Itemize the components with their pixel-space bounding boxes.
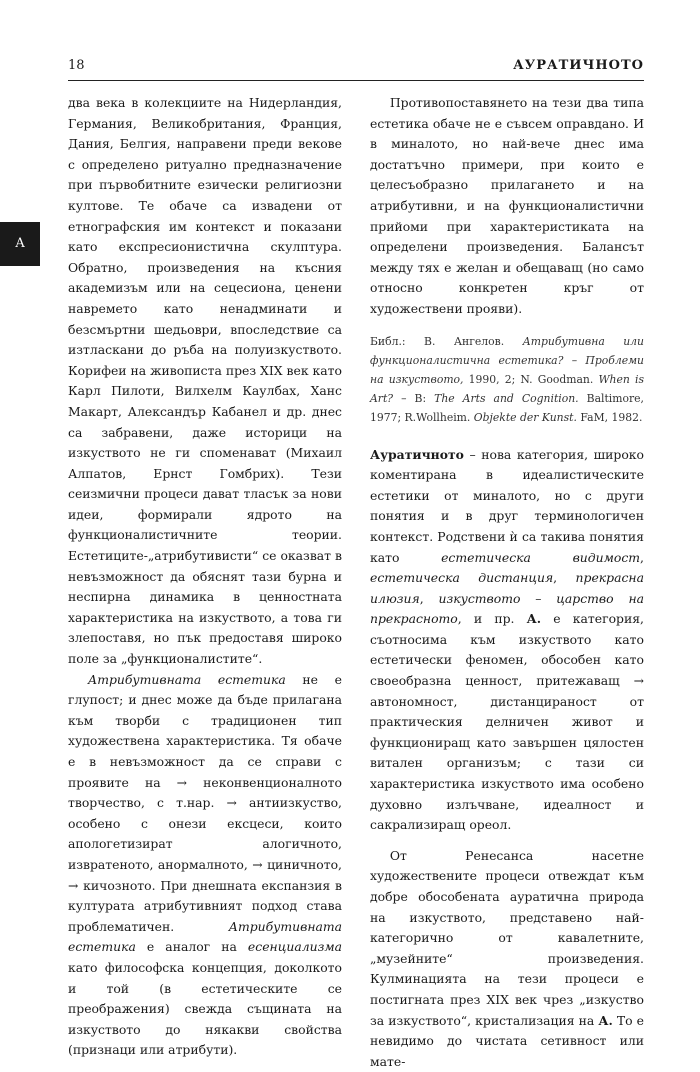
term-italic: Атрибутивната естетика	[68, 918, 342, 955]
entry-headword: Ауратичното	[370, 446, 464, 462]
text-run: – В:	[393, 391, 435, 405]
term-italic: есенциализма	[247, 939, 342, 955]
left-column	[68, 93, 342, 1061]
entry-auratic	[370, 445, 644, 836]
text-run: Библ.: В. Ангелов.	[370, 334, 523, 348]
term-italic: естетическа видимост	[441, 549, 641, 565]
term-italic: Атрибутивната естетика	[87, 671, 286, 687]
abbrev-bold: А.	[526, 611, 542, 627]
text-run: , и пр.	[457, 611, 527, 627]
running-title: АУРАТИЧНОТО	[513, 58, 644, 73]
right-paragraph-1: Противопоставянето на тези два типа естетика обаче не е съвсем оправдано. И в миналото, но най-вече днес има достатъчно примери, при които е целесъобразно прилагането и на атрибутивни, и на функционалистични прийоми при характеристиката на определени произведения. Балансът между тях е желан и обещаващ (но само относно конкретен кръг от художествени прояви).	[370, 95, 644, 316]
text-run: Baltimore, 1977; R.Wollheim.	[370, 391, 644, 424]
text-run: е категория, съотносима към изкуството като естетически феномен, обособен като своеобразна ценност, притежаващ → автономност, дистанцираност от практическия делничен живот и функциониращ като завършен цялостен витален организъм; с тази си характеристика изкуството има особено духовно излъчване, идеалност и сакрализиращ ореол.	[370, 611, 644, 833]
text-run: е аналог на	[135, 939, 248, 955]
text-run: – нова категория, широко коментирана в идеалистическите естетики от миналото, но с други понятия и в друг терминологичен контекст. Родствени ѝ са такива понятия като	[370, 446, 644, 565]
title-italic: The Arts and Cognition.	[434, 391, 579, 405]
right-paragraph-3	[370, 846, 644, 1072]
title-italic: When is Art?	[370, 372, 644, 405]
abbrev-bold: А.	[598, 1012, 613, 1028]
bibliography	[370, 332, 644, 427]
text-run: От Ренесанса насетне художествените процеси отвеждат към добре обособената ауратична природа на изкуството, представено най-категорично от кавалетните, „музейните“ произведения. Кулминацията на тези процеси е постигната през XIX век чрез „изкуство за изкуството“, кристализация на	[370, 847, 644, 1028]
text-run: като философска концепция, доколкото и той (в естетическите се преображения) свежда същината на изкуството до някакви свойства (признаци или атрибути).	[68, 959, 342, 1058]
right-column	[370, 93, 644, 1072]
page-header	[68, 58, 644, 78]
text-run: ,	[553, 570, 576, 586]
text-run: ,	[640, 549, 644, 565]
page-number: 18	[68, 58, 85, 73]
header-rule	[68, 80, 644, 81]
title-italic: Атрибутивна или функционалистична естетика? – Проблеми на изкуството,	[370, 334, 644, 386]
left-paragraph-1: два века в колекциите на Нидерландия, Германия, Великобритания, Франция, Дания, Белгия, направени преди векове с определено ритуално предназначение при първобитните езически религиозни култове. Те обаче са извадени от етнографския им контекст и показани като експресионистична скулптура. Обратно, произведения на късния академизъм или на сецесиона, ценени навремето като ненадминати и безсмъртни шедьоври, впоследствие са изтласкани до ръба на полуизкуството. Корифеи на живописта през XIX век като Карл Пилоти, Вилхелм Каулбах, Ханс Макарт, Александър Кабанел и др. днес са забравени, даже историци на изкуството не ги споменават (Михаил Алпатов, Ернст Гомбрих). Тези сеизмични процеси дават тласък за нови идеи, формирали ядрото на функционалистичните теории. Естетиците-„атрибутивисти“ се оказват в невъзможност да обяснят тази бурна и неспирна динамика в ценностната характеристика на изкуството, а това ги злепоставя, но пък предоставя широко поле за „функционалистите“.	[68, 95, 342, 667]
alphabet-tab	[0, 222, 40, 266]
text-run: То е невидимо до чистата сетивност или мате-	[370, 1012, 644, 1069]
text-run: ,	[419, 590, 439, 606]
text-run: 1990, 2; N. Goodman.	[463, 372, 599, 386]
term-italic: естетическа дистанция	[370, 570, 554, 586]
title-italic: Objekte der Kunst.	[473, 410, 577, 424]
text-run: FaM, 1982.	[576, 410, 643, 424]
text-run: не е глупост; и днес може да бъде прилагана към творби с традиционен тип художествена характеристика. Тя обаче е в невъзможност да се справи с проявите на → неконвенционалното творчество, с т.нар. → антиизкуство, особено с онези ексцеси, които апологетизират алогичното, извратеното, анормалното, → циничното, → кичозното. При днешната експанзия в културата атрибутивният подход става проблематичен.	[68, 671, 342, 934]
term-italic: прекрасна илюзия	[370, 570, 644, 606]
term-italic: изкуството – царство на прекрасното	[370, 590, 644, 627]
alphabet-tab-letter: А	[15, 236, 25, 251]
left-paragraph-2	[68, 670, 342, 1061]
